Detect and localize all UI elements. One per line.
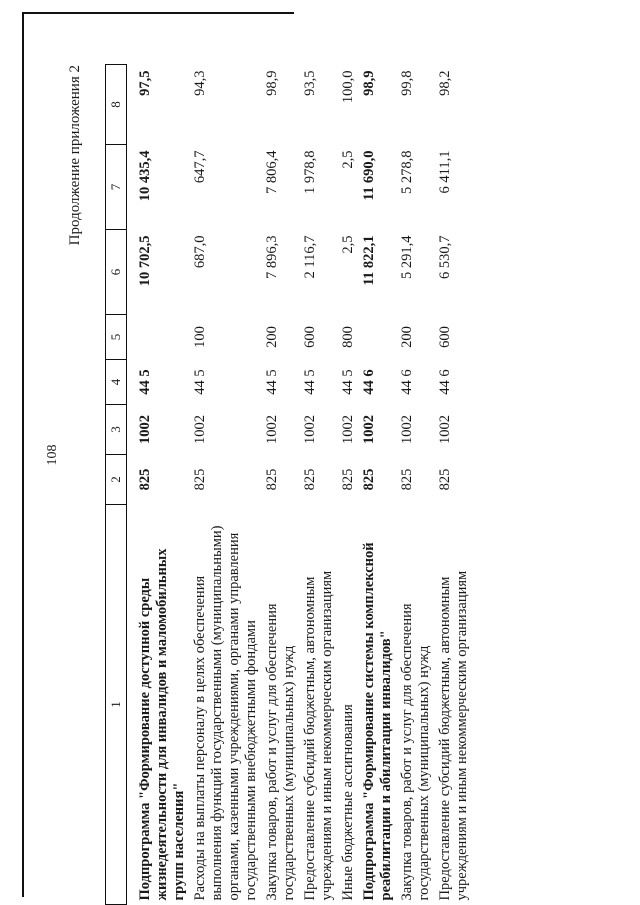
table-row [359,65,397,905]
cell-section-code: 1002 [192,415,208,444]
rotated-page-content [65,45,625,905]
cell-percent: 98,9 [361,70,377,96]
cell-expense-type [359,315,397,360]
row-name: Предоставление субсидий бюджетным, автономным учреждениям и иным некоммерческим организациям [437,570,470,901]
cell-expense-type: 600 [302,326,318,348]
row-name: Подпрограмма "Формирование доступной среды жизнедеятельности для инвалидов и маломобильных групп населения" [137,548,187,901]
cell-percent: 99,8 [399,70,415,96]
cell-section-code: 1002 [340,415,356,444]
cell-program-code: 44 5 [340,369,356,395]
cell-executed: 6 411,1 [437,150,453,194]
column-header-3: 3 [106,405,127,455]
cell-program-code: 44 5 [192,369,208,395]
cell-expense-type: 100 [192,326,208,348]
cell-admin-code: 825 [137,468,153,491]
cell-expense-type: 200 [399,326,415,348]
cell-expense-type: 800 [340,326,356,348]
row-name: Предоставление субсидий бюджетным, автономным учреждениям и иным некоммерческим организациям [302,570,335,901]
table-row [300,65,338,905]
budget-table [105,64,473,905]
table-row [127,65,191,905]
cell-admin-code: 825 [437,468,453,491]
scan-edge-left [22,12,24,897]
cell-admin-code: 825 [192,468,208,491]
cell-percent: 98,2 [437,70,453,96]
cell-section-code: 1002 [399,415,415,444]
row-name: Расходы на выплаты персоналу в целях обеспечения выполнения функций государственными (муниципальными) органами, казенными учреждениями, органами управления государственными внебюджетными фондами [192,525,259,901]
cell-planned: 10 702,5 [137,235,153,287]
header-row [106,65,127,905]
cell-section-code: 1002 [264,415,280,444]
cell-admin-code: 825 [361,468,377,491]
cell-planned: 687,0 [192,235,208,269]
row-name: Закупка товаров, работ и услуг для обеспечения государственных (муниципальных) нужд [264,603,297,901]
column-header-8: 8 [106,65,127,145]
cell-admin-code: 825 [399,468,415,491]
table-row [435,65,473,905]
row-name: Иные бюджетные ассигнования [340,704,356,901]
appendix-caption: Продолжение приложения 2 [67,65,83,246]
cell-planned: 7 896,3 [264,235,280,279]
column-header-5: 5 [106,315,127,360]
column-header-7: 7 [106,145,127,230]
cell-admin-code: 825 [340,468,356,491]
cell-admin-code: 825 [264,468,280,491]
row-name: Подпрограмма "Формирование системы комплексной реабилитации и абилитации инвалидов" [361,542,394,901]
scan-edge-top [22,12,294,14]
cell-section-code: 1002 [137,415,153,444]
table-row [190,65,262,905]
table-row [262,65,300,905]
cell-section-code: 1002 [302,415,318,444]
table-row [397,65,435,905]
cell-percent: 93,5 [302,70,318,96]
cell-admin-code: 825 [302,468,318,491]
cell-program-code: 44 5 [302,369,318,395]
cell-percent: 98,9 [264,70,280,96]
cell-percent: 94,3 [192,70,208,96]
cell-program-code: 44 6 [399,369,415,395]
cell-executed: 5 278,8 [399,150,415,194]
cell-percent: 100,0 [340,70,356,104]
row-name: Закупка товаров, работ и услуг для обеспечения государственных (муниципальных) нужд [399,603,432,901]
cell-expense-type: 200 [264,326,280,348]
cell-program-code: 44 5 [137,369,153,395]
column-header-1: 1 [106,505,127,905]
table-row [338,65,359,905]
cell-planned: 5 291,4 [399,235,415,279]
cell-executed: 647,7 [192,150,208,184]
cell-planned: 6 530,7 [437,235,453,279]
cell-percent: 97,5 [137,70,153,96]
column-header-4: 4 [106,360,127,405]
cell-executed: 11 690,0 [361,150,377,201]
cell-program-code: 44 6 [361,369,377,395]
cell-executed: 2,5 [340,150,356,169]
page-number: 108 [45,444,60,466]
column-header-6: 6 [106,230,127,315]
column-header-2: 2 [106,455,127,505]
cell-program-code: 44 6 [437,369,453,395]
cell-executed: 10 435,4 [137,150,153,202]
cell-expense-type [127,315,191,360]
cell-executed: 7 806,4 [264,150,280,194]
cell-planned: 11 822,1 [361,235,377,286]
cell-planned: 2 116,7 [302,235,318,279]
cell-section-code: 1002 [437,415,453,444]
cell-expense-type: 600 [437,326,453,348]
cell-section-code: 1002 [361,415,377,444]
table-body [127,65,474,905]
cell-executed: 1 978,8 [302,150,318,194]
cell-planned: 2,5 [340,235,356,254]
cell-program-code: 44 5 [264,369,280,395]
